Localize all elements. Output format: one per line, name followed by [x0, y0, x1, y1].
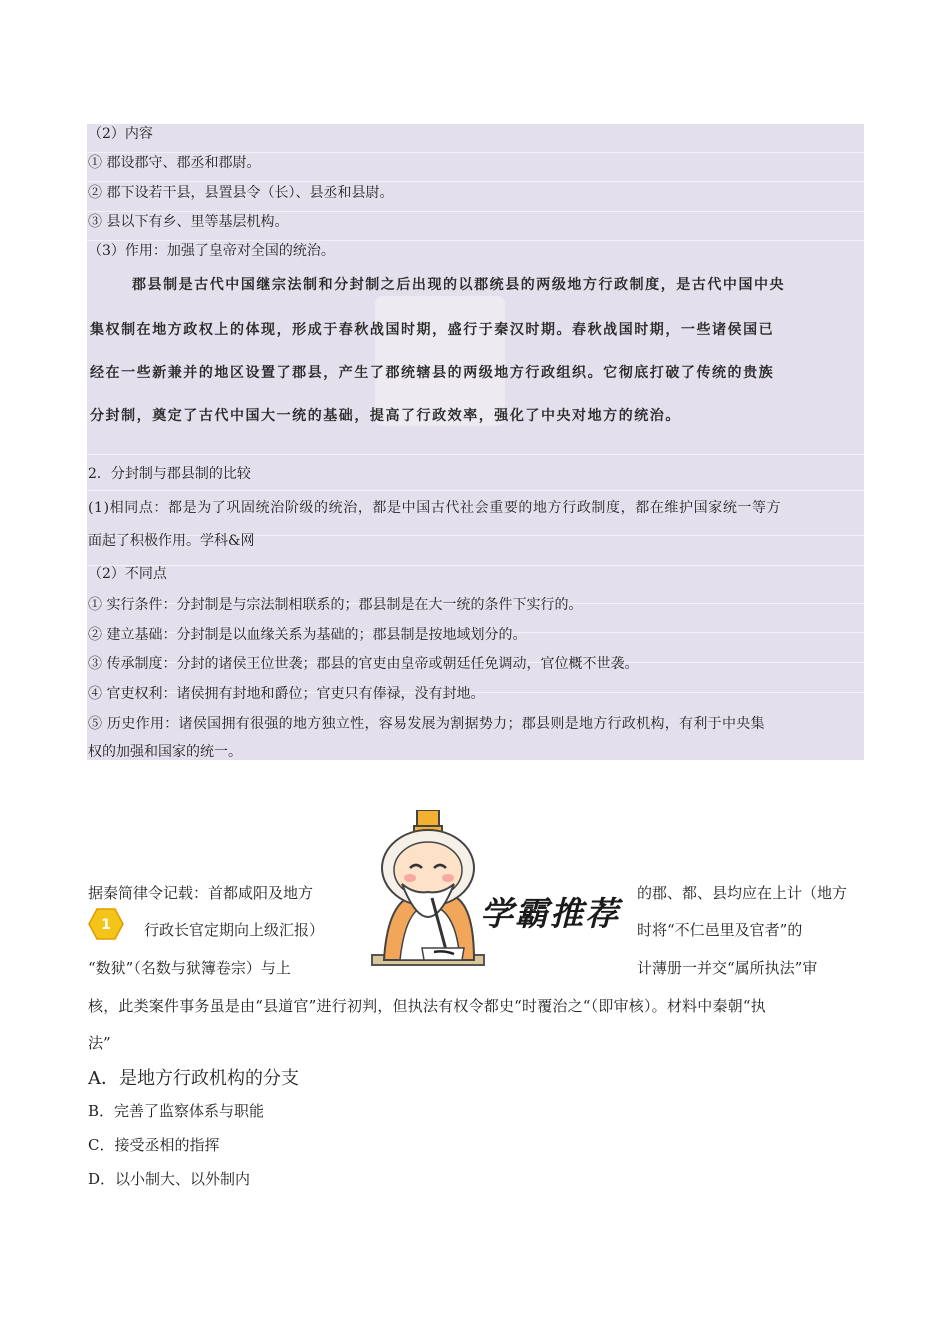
- paragraph-line-2: 集权制在地方政权上的体现，形成于春秋战国时期，盛行于秦汉时期。春秋战国时期，一些诸侯国已: [90, 322, 775, 338]
- same-points-line-1: (1)相同点：都是为了巩固统治阶级的统治，都是中国古代社会重要的地方行政制度，都在维护国家统一等方: [88, 500, 782, 516]
- content-heading: （2）内容: [88, 126, 153, 142]
- banner-title: 学霸推荐: [480, 894, 620, 933]
- option-d[interactable]: D．以小制大、以外制内: [88, 1170, 251, 1188]
- option-c[interactable]: C．接受丞相的指挥: [88, 1136, 220, 1154]
- question-line-1b: 的郡、都、县均应在上计（地方: [637, 884, 848, 902]
- question-line-1a: 据秦简律令记载：首都咸阳及地方: [88, 884, 314, 902]
- question-line-2a: 行政长官定期向上级汇报）: [144, 921, 325, 939]
- content-item-2: ② 郡下设若干县，县置县令（长）、县丞和县尉。: [88, 185, 394, 201]
- content-item-3: ③ 县以下有乡、里等基层机构。: [88, 214, 289, 230]
- paragraph-line-4: 分封制，奠定了古代中国大一统的基础，提高了行政效率，强化了中央对地方的统治。: [90, 408, 681, 424]
- paragraph-line-3: 经在一些新兼并的地区设置了郡县，产生了郡统辖县的两级地方行政组织。它彻底打破了传统的贵族: [90, 365, 775, 381]
- content-item-1: ① 郡设郡守、郡丞和郡尉。: [88, 155, 261, 171]
- question-line-4: 核，此类案件事务虽是由“县道官”进行初判，但执法有权令都史“时覆治之“（即审核）。材料中秦朝“执: [88, 997, 766, 1015]
- same-points-line-2: 面起了积极作用。学科&网: [88, 533, 255, 549]
- effect-heading: （3）作用：加强了皇帝对全国的统治。: [88, 243, 335, 259]
- question-line-5: 法”: [88, 1034, 111, 1052]
- difference-5-line-1: ⑤ 历史作用：诸侯国拥有很强的地方独立性，容易发展为割据势力；郡县则是地方行政机构，有利于中央集: [88, 716, 765, 732]
- compare-title: 2．分封制与郡县制的比较: [88, 466, 251, 482]
- difference-3: ③ 传承制度：分封的诸侯王位世袭；郡县的官吏由皇帝或朝廷任免调动，官位概不世袭。: [88, 656, 639, 672]
- paragraph-line-1: 郡县制是古代中国继宗法制和分封制之后出现的以郡统县的两级地方行政制度，是古代中国中央: [132, 277, 786, 293]
- question-line-2b: 时将“不仁邑里及官者”的: [637, 921, 803, 939]
- question-line-3b: 计薄册一并交“属所执法”审: [637, 959, 818, 977]
- difference-5-line-2: 权的加强和国家的统一。: [88, 744, 242, 760]
- badge-number: 1: [101, 917, 111, 933]
- option-b[interactable]: B．完善了监察体系与职能: [88, 1102, 265, 1120]
- difference-2: ② 建立基础：分封制是以血缘关系为基础的；郡县制是按地域划分的。: [88, 627, 527, 643]
- option-a[interactable]: A．是地方行政机构的分支: [88, 1068, 299, 1089]
- difference-4: ④ 官吏权利：诸侯拥有封地和爵位；官吏只有俸禄，没有封地。: [88, 686, 485, 702]
- question-line-3a: “数狱”（名数与狱簿卷宗）与上: [88, 959, 291, 977]
- differences-title: （2）不同点: [88, 566, 167, 582]
- question-number-badge: [88, 906, 124, 942]
- difference-1: ① 实行条件：分封制是与宗法制相联系的；郡县制是在大一统的条件下实行的。: [88, 597, 583, 613]
